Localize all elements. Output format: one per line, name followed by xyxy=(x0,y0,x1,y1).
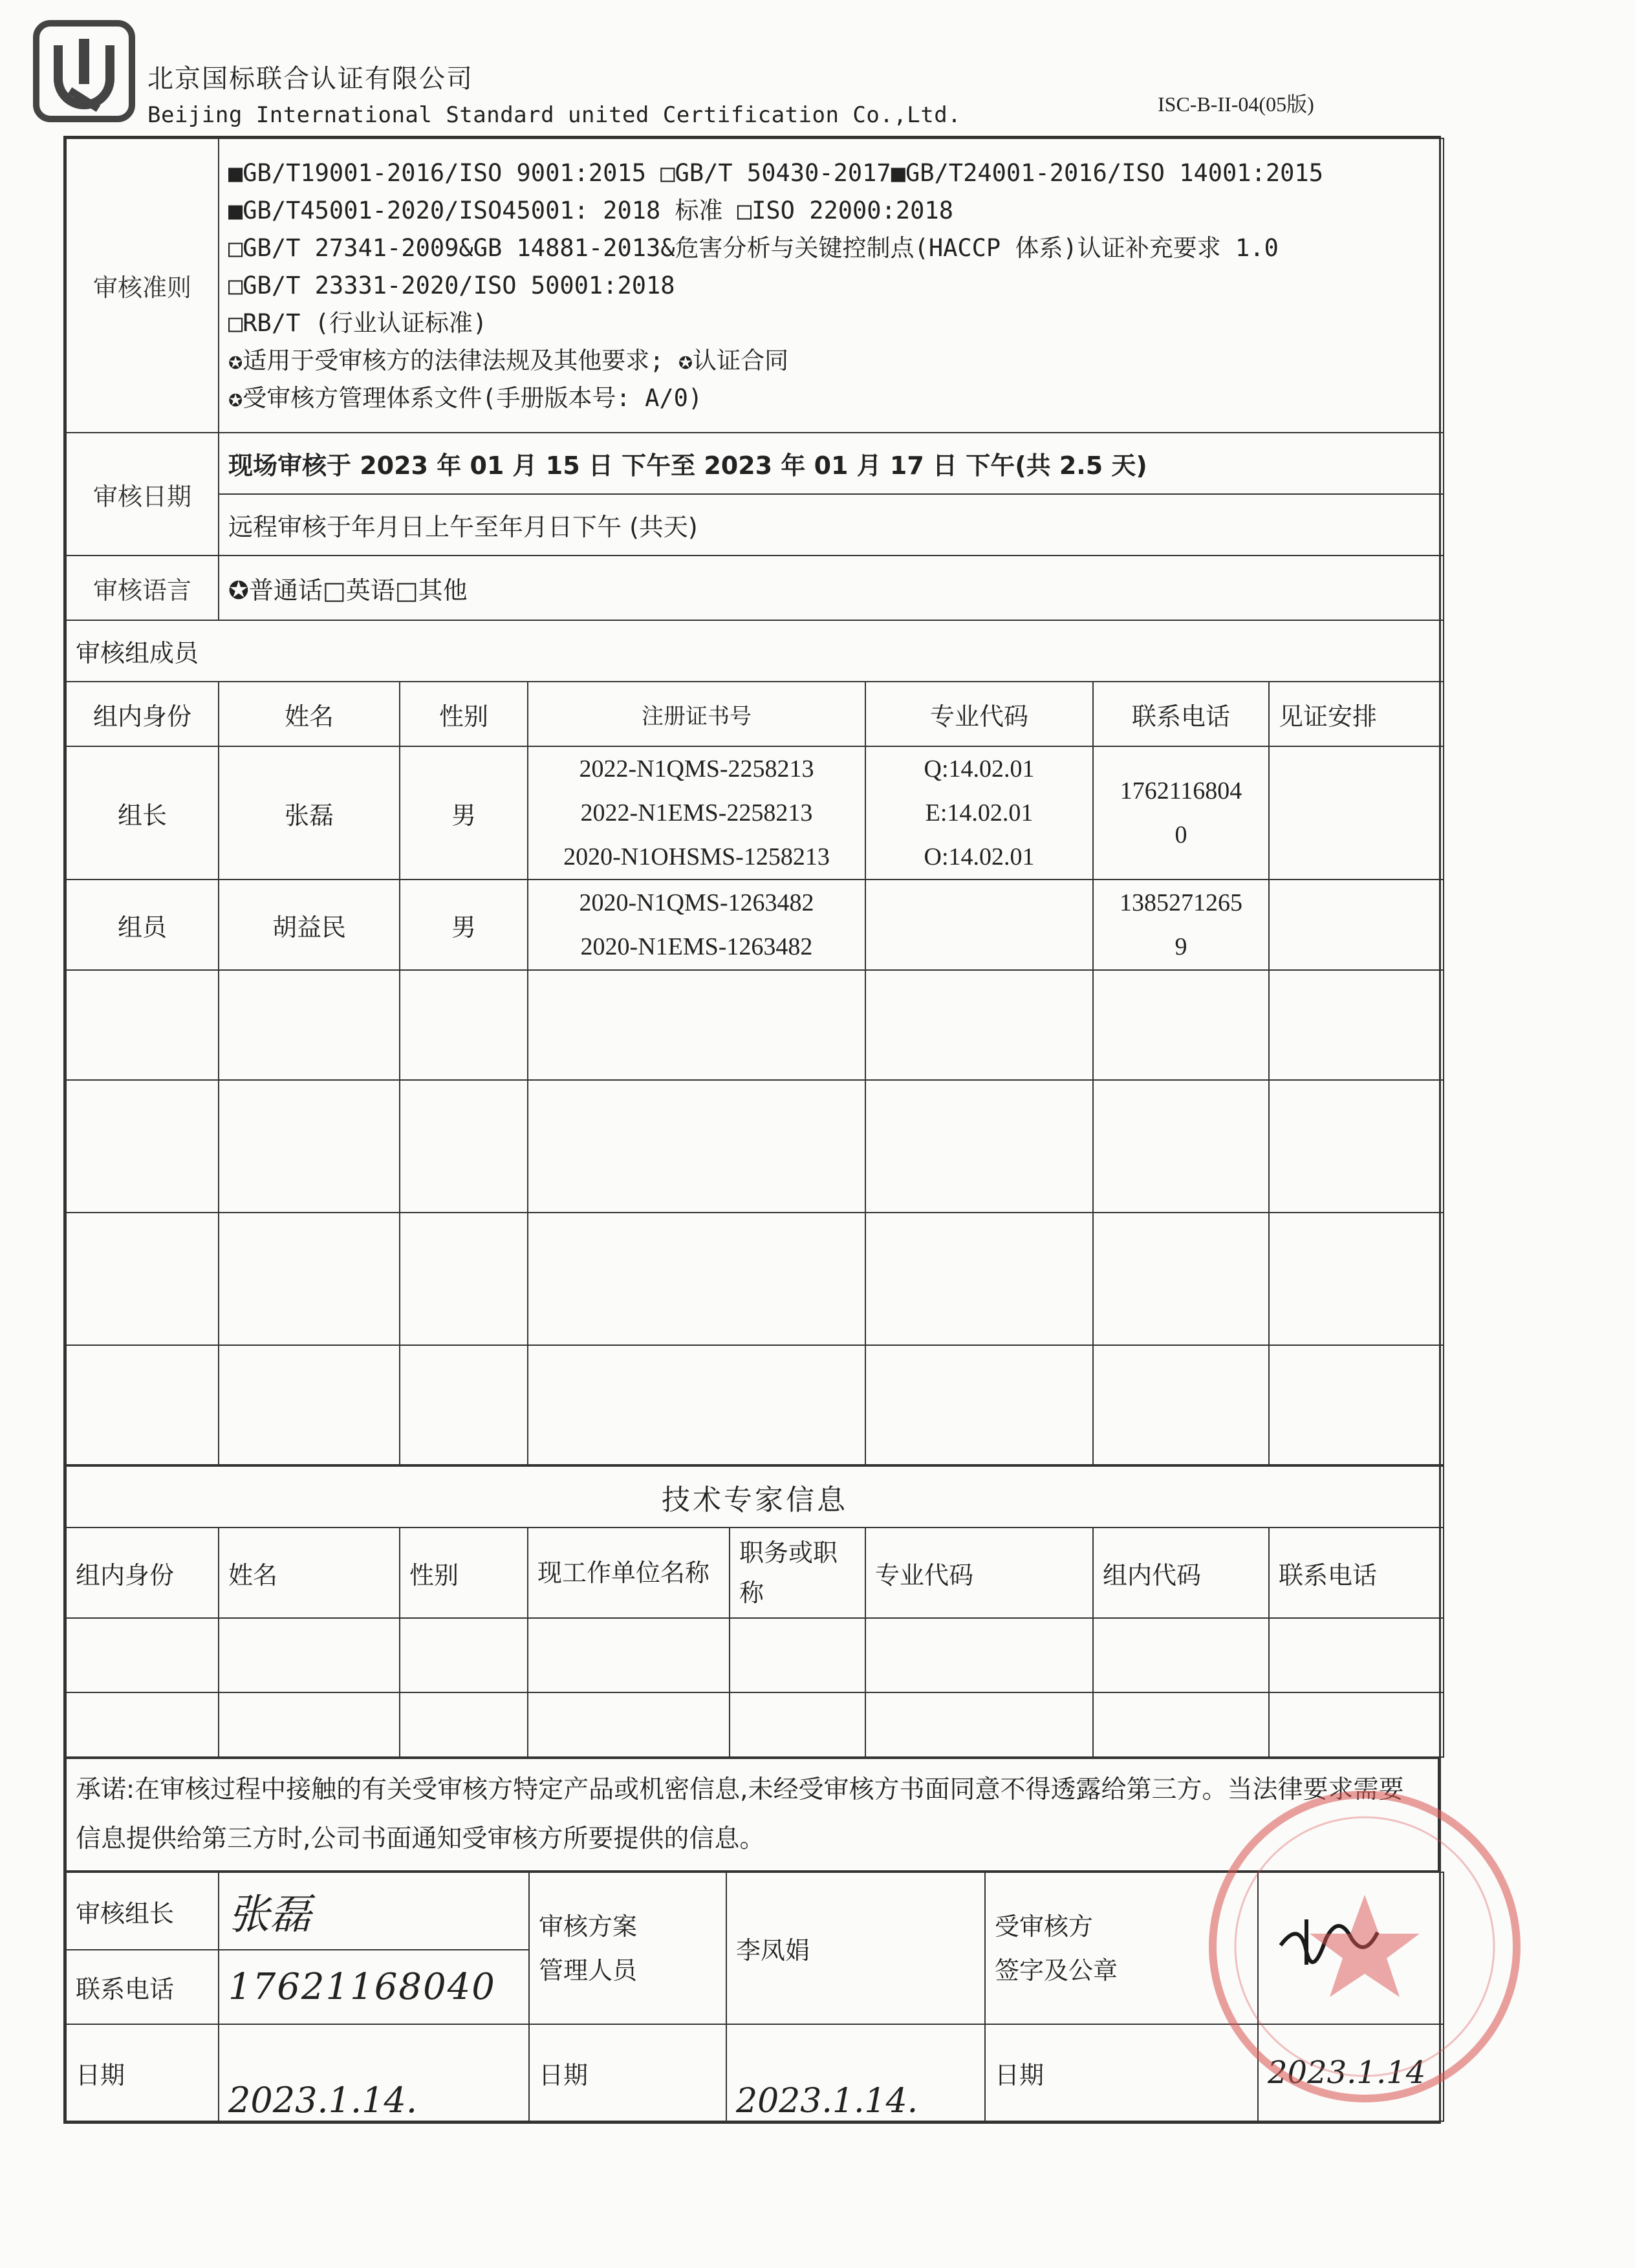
witness-cell xyxy=(1269,746,1444,880)
member-codes xyxy=(865,746,1093,880)
team-header-row xyxy=(66,682,1444,746)
form-code: ISC-B-II-04(05版) xyxy=(1158,92,1314,116)
cert-number: 2020-N1EMS-1263482 xyxy=(580,933,813,960)
expert-header-cell: 组内身份 xyxy=(66,1528,219,1618)
leader-signature: 张磊 xyxy=(219,1872,529,1950)
member-role: 组员 xyxy=(66,880,219,970)
team-header-cell: 组内身份 xyxy=(66,682,219,746)
phone-line: 9 xyxy=(1175,933,1187,960)
cert-number: 2020-N1QMS-1263482 xyxy=(579,889,814,916)
member-certs xyxy=(528,880,865,970)
empty-row xyxy=(66,1080,1444,1213)
phone-line: 1762116804 xyxy=(1120,777,1242,805)
criteria-line: □RB/T (行业认证标准) xyxy=(228,308,488,337)
cert-number: 2022-N1EMS-2258213 xyxy=(580,799,813,826)
team-header-cell: 性别 xyxy=(400,682,528,746)
document-header xyxy=(32,19,1604,136)
team-header-cell: 见证安排 xyxy=(1269,682,1444,746)
criteria-line: ■GB/T19001-2016/ISO 9001:2015 □GB/T 50430-2017■GB/T24001-2016/ISO 14001:2015 xyxy=(228,158,1323,187)
specialty-code: O:14.02.01 xyxy=(924,843,1035,870)
auditee-label-line: 受审核方 xyxy=(995,1912,1094,1941)
plan-date: 2023.1.14. xyxy=(726,2024,985,2121)
expert-header-cell: 专业代码 xyxy=(865,1528,1093,1618)
date-label: 日期 xyxy=(985,2024,1258,2121)
member-phone xyxy=(1093,880,1269,970)
empty-row xyxy=(66,1692,1444,1757)
plan-manager-name: 李凤娟 xyxy=(726,1872,985,2024)
criteria-line: ✪适用于受审核方的法律法规及其他要求; ✪认证合同 xyxy=(228,346,789,374)
member-phone xyxy=(1093,746,1269,880)
onsite-audit-dates: 现场审核于 2023 年 01 月 15 日 下午至 2023 年 01 月 17 日 下午(共 2.5 天) xyxy=(219,433,1444,494)
empty-row xyxy=(66,1345,1444,1465)
criteria-line: ■GB/T45001-2020/ISO45001: 2018 标准 □ISO 22000:2018 xyxy=(228,196,953,224)
experts-table xyxy=(65,1465,1444,1758)
expert-header-cell: 组内代码 xyxy=(1093,1528,1269,1618)
language-value: ✪普通话□英语□其他 xyxy=(219,556,1444,620)
member-name: 胡益民 xyxy=(219,880,400,970)
expert-header-cell: 联系电话 xyxy=(1269,1528,1444,1618)
member-gender: 男 xyxy=(400,746,528,880)
remote-audit-dates: 远程审核于年月日上午至年月日下午 (共天) xyxy=(219,494,1444,556)
empty-row xyxy=(66,1213,1444,1345)
criteria-content xyxy=(219,138,1444,433)
member-name: 张磊 xyxy=(219,746,400,880)
team-header-cell: 姓名 xyxy=(219,682,400,746)
criteria-line: □GB/T 27341-2009&GB 14881-2013&危害分析与关键控制点(HACCP 体系)认证补充要求 1.0 xyxy=(228,233,1279,262)
plan-label-line: 审核方案 xyxy=(539,1912,638,1941)
leader-date: 2023.1.14. xyxy=(219,2024,529,2121)
company-logo xyxy=(32,19,136,123)
dates-label: 审核日期 xyxy=(66,433,219,556)
team-header-cell: 专业代码 xyxy=(865,682,1093,746)
table-row xyxy=(66,746,1444,880)
phone-line: 0 xyxy=(1175,821,1187,848)
criteria-line: ✪受审核方管理体系文件(手册版本号: A/0) xyxy=(228,383,703,412)
plan-manager-label xyxy=(529,1872,726,2024)
expert-header-cell: 职务或职称 xyxy=(730,1528,865,1618)
leader-label: 审核组长 xyxy=(66,1872,219,1950)
team-header-cell: 联系电话 xyxy=(1093,682,1269,746)
cert-number: 2022-N1QMS-2258213 xyxy=(579,755,814,783)
auditee-date: 2023.1.14 xyxy=(1258,2024,1444,2121)
auditee-label-line: 签字及公章 xyxy=(995,1956,1118,1985)
expert-header-cell: 姓名 xyxy=(219,1528,400,1618)
criteria-line: □GB/T 23331-2020/ISO 50001:2018 xyxy=(228,271,675,299)
team-header-cell: 注册证书号 xyxy=(528,682,865,746)
form-table xyxy=(65,138,1444,1465)
witness-cell xyxy=(1269,880,1444,970)
expert-header-cell: 性别 xyxy=(400,1528,528,1618)
company-name-cn: 北京国标联合认证有限公司 xyxy=(147,64,473,94)
company-name-en: Beijing International Standard united Certification Co.,Ltd. xyxy=(147,102,962,128)
empty-row xyxy=(66,970,1444,1080)
member-certs xyxy=(528,746,865,880)
empty-row xyxy=(66,1618,1444,1692)
experts-title: 技术专家信息 xyxy=(66,1466,1444,1528)
phone-line: 1385271265 xyxy=(1120,889,1242,916)
phone-label: 联系电话 xyxy=(66,1950,219,2024)
table-row xyxy=(66,880,1444,970)
member-gender: 男 xyxy=(400,880,528,970)
date-label: 日期 xyxy=(529,2024,726,2121)
expert-header-cell: 现工作单位名称 xyxy=(528,1528,730,1618)
commitment-text: 承诺:在审核过程中接触的有关受审核方特定产品或机密信息,未经受审核方书面同意不得透露给第三方。当法律要求需要信息提供给第三方时,公司书面通知受审核方所要提供的信息。 xyxy=(66,1758,1438,1871)
specialty-code: Q:14.02.01 xyxy=(924,755,1035,783)
leader-phone: 17621168040 xyxy=(219,1950,529,2024)
experts-header-row xyxy=(66,1528,1444,1618)
language-label: 审核语言 xyxy=(66,556,219,620)
cert-number: 2020-N1OHSMS-1258213 xyxy=(563,843,830,870)
plan-label-line: 管理人员 xyxy=(539,1956,638,1985)
team-label: 审核组成员 xyxy=(66,620,1444,682)
specialty-code: E:14.02.01 xyxy=(925,799,1034,826)
date-label: 日期 xyxy=(66,2024,219,2121)
company-seal xyxy=(1196,1778,1533,2115)
criteria-label: 审核准则 xyxy=(66,138,219,433)
member-role: 组长 xyxy=(66,746,219,880)
member-codes xyxy=(865,880,1093,970)
